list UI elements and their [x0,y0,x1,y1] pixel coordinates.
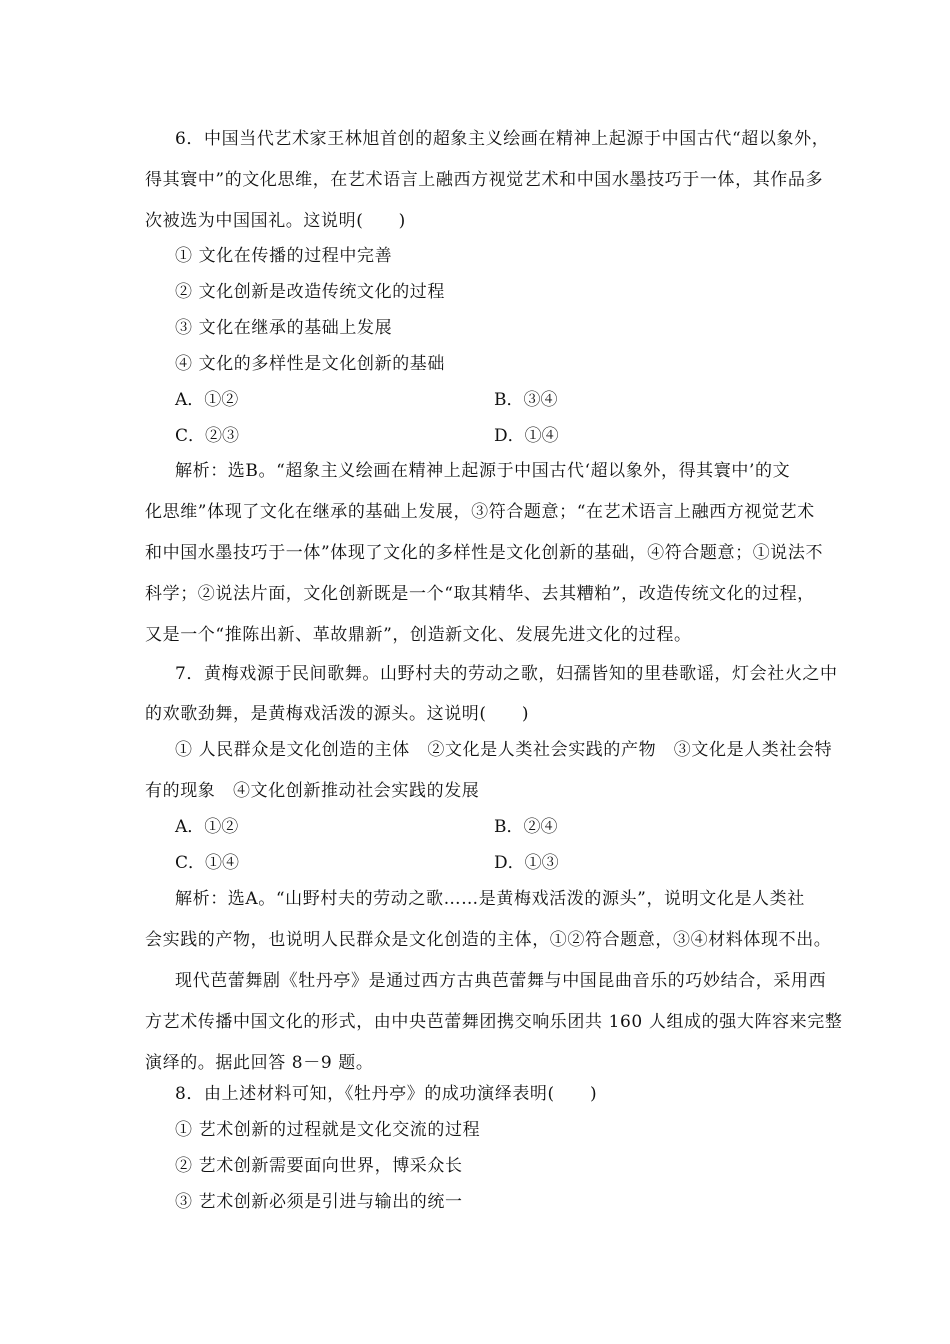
material-line-2: 方艺术传播中国文化的形式，由中央芭蕾舞团携交响乐团共 160 人组成的强大阵容来完整 [145,1012,843,1032]
q6-option-b: B．③④ [494,390,558,410]
q7-option-a: A．①② [175,817,239,837]
q7-items-line-2: 有的现象 ④文化创新推动社会实践的发展 [145,781,480,801]
q7-stem-line-2: 的欢歌劲舞，是黄梅戏活泼的源头。这说明( ) [145,704,530,724]
q8-stem: 8．由上述材料可知，《牡丹亭》的成功演绎表明( ) [175,1084,598,1104]
q7-analysis-line-1: 解析：选A。“山野村夫的劳动之歌……是黄梅戏活泼的源头”，说明文化是人类社 [175,889,805,909]
q8-item-1: ① 艺术创新的过程就是文化交流的过程 [175,1120,481,1140]
q6-option-a: A．①② [175,390,239,410]
q6-stem-line-1: 6．中国当代艺术家王林旭首创的超象主义绘画在精神上起源于中国古代“超以象外， [175,129,830,149]
q6-item-4: ④ 文化的多样性是文化创新的基础 [175,354,446,374]
q7-option-b: B．②④ [494,817,558,837]
q6-item-2: ② 文化创新是改造传统文化的过程 [175,282,446,302]
q6-stem-line-3: 次被选为中国国礼。这说明( ) [145,211,406,231]
q6-item-3: ③ 文化在继承的基础上发展 [175,318,393,338]
q7-analysis-line-2: 会实践的产物，也说明人民群众是文化创造的主体，①②符合题意，③④材料体现不出。 [145,930,832,950]
q8-item-3: ③ 艺术创新必须是引进与输出的统一 [175,1192,463,1212]
q7-option-c: C．①④ [175,853,240,873]
q6-option-d: D．①④ [494,426,559,446]
material-line-1: 现代芭蕾舞剧《牡丹亭》是通过西方古典芭蕾舞与中国昆曲音乐的巧妙结合，采用西 [175,971,827,991]
q6-analysis-line-4: 科学；②说法片面，文化创新既是一个“取其精华、去其糟粕”，改造传统文化的过程， [145,584,815,604]
q7-stem-line-1: 7．黄梅戏源于民间歌舞。山野村夫的劳动之歌，妇孺皆知的里巷歌谣，灯会社火之中 [175,664,838,684]
q6-analysis-line-5: 又是一个“推陈出新、革故鼎新”，创造新文化、发展先进文化的过程。 [145,625,692,645]
q6-option-c: C．②③ [175,426,240,446]
material-line-3: 演绎的。据此回答 8－9 题。 [145,1053,374,1073]
q7-option-d: D．①③ [494,853,559,873]
q6-item-1: ① 文化在传播的过程中完善 [175,246,393,266]
q6-analysis-line-3: 和中国水墨技巧于一体”体现了文化的多样性是文化创新的基础，④符合题意；①说法不 [145,543,824,563]
q6-analysis-line-1: 解析：选B。“超象主义绘画在精神上起源于中国古代‘超以象外，得其寰中’的文 [175,461,791,481]
q6-analysis-line-2: 化思维”体现了文化在继承的基础上发展，③符合题意；“在艺术语言上融西方视觉艺术 [145,502,815,522]
q7-items-line-1: ① 人民群众是文化创造的主体 ②文化是人类社会实践的产物 ③文化是人类社会特 [175,740,833,760]
q8-item-2: ② 艺术创新需要面向世界，博采众长 [175,1156,463,1176]
q6-stem-line-2: 得其寰中”的文化思维，在艺术语言上融西方视觉艺术和中国水墨技巧于一体，其作品多 [145,170,824,190]
